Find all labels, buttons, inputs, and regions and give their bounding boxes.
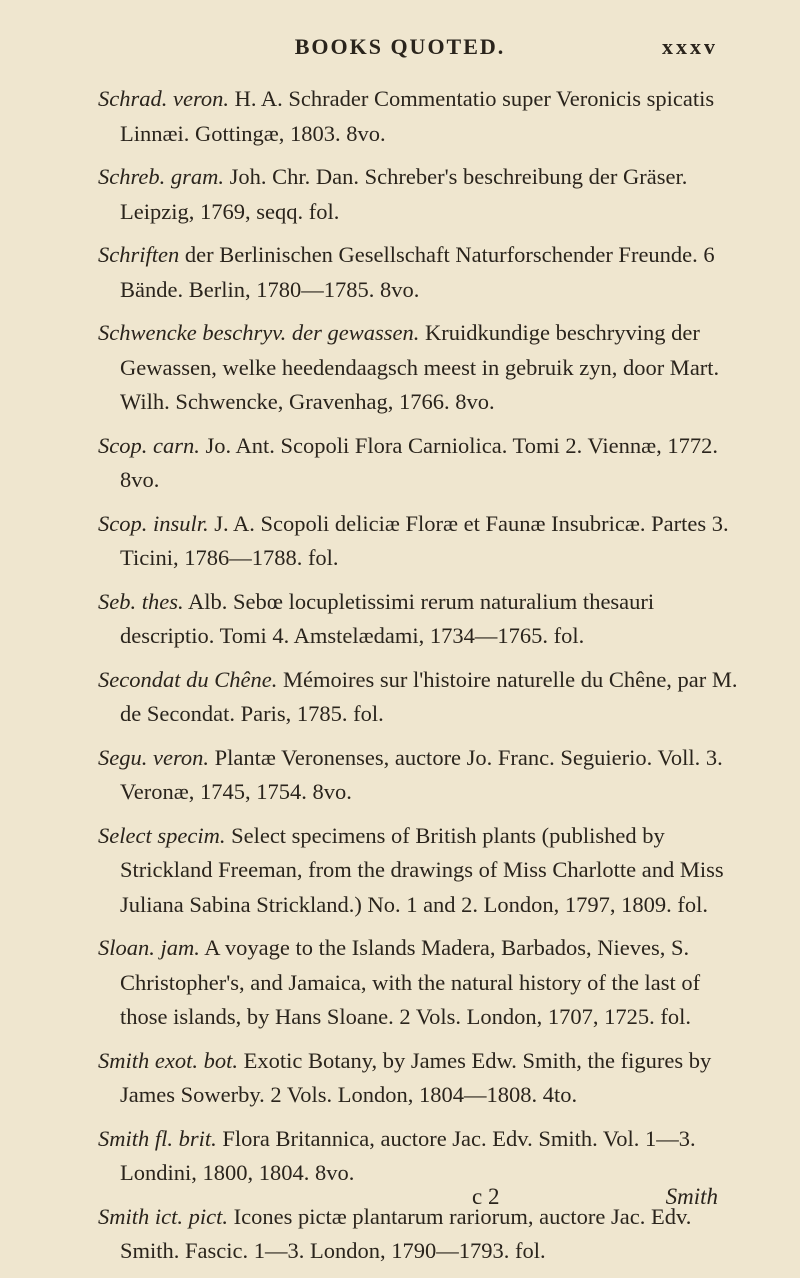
entry-text: Joh. Chr. Dan. Schreber's beschreibung der Gräser. Leipzig, 1769, seqq. fol. — [120, 164, 688, 224]
entry-text: Exotic Botany, by James Edw. Smith, the figures by James Sowerby. 2 Vols. London, 1804—1808. 4to. — [120, 1047, 712, 1107]
entry-text: A voyage to the Islands Madera, Barbados, Nieves, S. Christopher's, and Jamaica, with the natural history of the last of those islands, by Hans Sloane. 2 Vols. London, 1707, 1725. fol. — [120, 935, 701, 1029]
bibliography-entry — [98, 663, 738, 732]
entry-abbreviation: Segu. veron. — [98, 744, 210, 770]
entry-text: Jo. Ant. Scopoli Flora Carniolica. Tomi 2. Viennæ, 1772. 8vo. — [120, 432, 718, 492]
entry-text: J. A. Scopoli deliciæ Floræ et Faunæ Insubricæ. Partes 3. Ticini, 1786—1788. fol. — [120, 510, 729, 570]
page-number: xxxv — [662, 34, 718, 59]
entry-abbreviation: Smith fl. brit. — [98, 1125, 217, 1151]
bibliography-list — [98, 82, 738, 1278]
bibliography-entry — [98, 82, 738, 151]
entry-abbreviation: Seb. thes. — [98, 588, 184, 614]
entry-abbreviation: Sloan. jam. — [98, 935, 200, 960]
bibliography-entry — [98, 316, 738, 420]
bibliography-entry — [98, 741, 738, 810]
bibliography-entry — [98, 1200, 738, 1269]
running-head-title: BOOKS QUOTED. — [294, 34, 506, 59]
bibliography-entry — [98, 585, 738, 654]
entry-abbreviation: Schrad. veron. — [98, 86, 230, 111]
bibliography-entry — [98, 931, 738, 1035]
entry-text: Icones pictæ plantarum rariorum, auctore Jac. Edv. Smith. Fascic. 1—3. London, 1790—1793. fol. — [120, 1203, 692, 1263]
entry-text: Flora Britannica, auctore Jac. Edv. Smith. Vol. 1—3. Londini, 1800, 1804. 8vo. — [120, 1125, 696, 1185]
bibliography-entry — [98, 1122, 738, 1191]
entry-text: H. A. Schrader Commentatio super Veronicis spicatis Linnæi. Gottingæ, 1803. 8vo. — [120, 86, 715, 146]
entry-text: Select specimens of British plants (published by Strickland Freeman, from the drawings of Miss Charlotte and Miss Juliana Sabina Strickland.) No. 1 and 2. London, 1797, 1809. fol. — [120, 822, 724, 917]
entry-abbreviation: Schriften — [98, 242, 180, 267]
entry-text: Plantæ Veronenses, auctore Jo. Franc. Seguierio. Voll. 3. Veronæ, 1745, 1754. 8vo. — [120, 744, 723, 804]
entry-abbreviation: Smith exot. bot. — [98, 1047, 238, 1073]
running-head — [0, 26, 800, 66]
catchword: Smith — [665, 1184, 718, 1209]
entry-abbreviation: Schreb. gram. — [98, 164, 225, 189]
bibliography-entry — [98, 507, 738, 576]
bibliography-entry — [98, 1044, 738, 1113]
entry-abbreviation: Secondat du Chêne. — [98, 666, 278, 692]
entry-abbreviation: Smith ict. pict. — [98, 1203, 228, 1229]
bibliography-entry — [98, 238, 738, 307]
entry-abbreviation: Scop. insulr. — [98, 510, 209, 536]
bibliography-entry — [98, 429, 738, 498]
entry-text: Alb. Sebœ locupletissimi rerum naturalium thesauri descriptio. Tomi 4. Amstelædami, 1734—1765. fol. — [120, 588, 655, 648]
entry-abbreviation: Select specim. — [98, 822, 226, 848]
entry-text: Mémoires sur l'histoire naturelle du Chêne, par M. de Secondat. Paris, 1785. fol. — [120, 666, 738, 726]
entry-abbreviation: Schwencke beschryv. der gewassen. — [98, 320, 420, 345]
bibliography-entry — [98, 160, 738, 229]
entry-text: Kruidkundige beschryving der Gewassen, welke heedendaagsch meest in gebruik zyn, door Mart. Wilh. Schwencke, Gravenhag, 1766. 8vo. — [120, 320, 720, 414]
signature-mark: c 2 — [472, 1184, 500, 1209]
entry-abbreviation: Scop. carn. — [98, 432, 200, 458]
bibliography-entry — [98, 819, 738, 923]
entry-text: der Berlinischen Gesellschaft Naturforschender Freunde. 6 Bände. Berlin, 1780—1785. 8vo. — [120, 242, 715, 302]
